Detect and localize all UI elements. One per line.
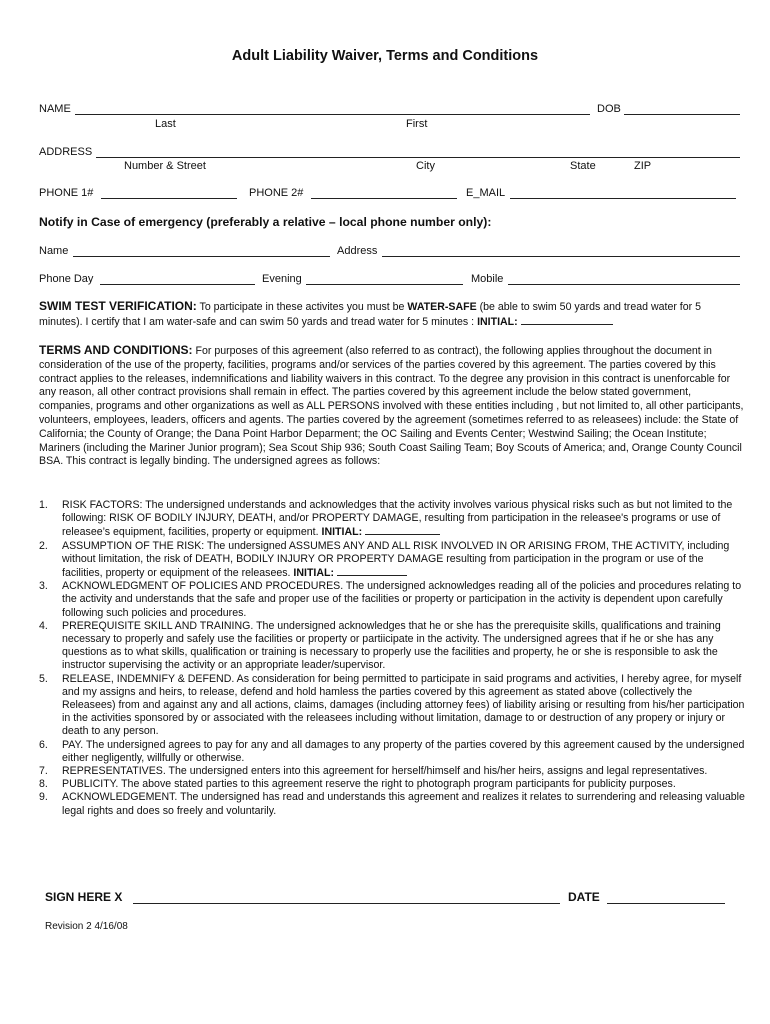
swim-test-text-1: To participate in these activites you must be [196,301,408,313]
dob-label: DOB [597,103,621,115]
item-number: 1. [39,499,48,511]
item-text: REPRESENTATIVES. The undersigned enters into this agreement for herself/himself and his/her heirs, assigns and legal representatives. [62,765,708,778]
emergency-heading: Notify in Case of emergency (preferably a relative – local phone number only): [39,215,492,229]
signature-field[interactable] [133,903,560,904]
item-number: 5. [39,672,48,685]
last-name-caption: Last [155,118,176,130]
zip-caption: ZIP [634,160,652,172]
phone1-label: PHONE 1# [39,187,94,199]
list-item [39,499,745,540]
emergency-address-label: Address [337,245,378,257]
terms-section [39,344,744,469]
swim-initial-label: INITIAL: [477,315,518,328]
item-number: 8. [39,778,48,791]
sign-here-label: SIGN HERE X [45,890,123,904]
mobile-field[interactable] [508,284,740,285]
terms-list [39,499,745,818]
list-item [39,765,745,778]
list-item [39,540,745,581]
water-safe-term: WATER-SAFE [407,301,477,313]
phone-day-field[interactable] [100,284,255,285]
date-label: DATE [568,890,600,904]
terms-heading: TERMS AND CONDITIONS: [39,343,193,357]
swim-test-section [39,300,744,330]
evening-field[interactable] [306,284,463,285]
item-initial-field[interactable] [365,525,440,535]
item-number: 4. [39,619,48,632]
street-caption: Number & Street [124,160,206,172]
terms-text: For purposes of this agreement (also referred to as contract), the following applies throughout the document in consideration of the use of the property, facilities, programs and/or services of the parties covered by this agreement. The parties covered by this contract applies to the releases, indemnifications and liability waivers in this contract. To the degree any provision in this contract is unenforcable for any reason, all other contract provisions shall remain in effect. The parties covered by this agreement include the below stated government, companies, programs and other organizations as well as ALL PERSONS involved with these entities including , but not limited to, all other participants, volunteers, employees, leaders, officers and agents. The parties covered by the agreement (sometimes referred to as releasees) include: the State of California; the County of Orange; the Dana Point Harbor Deparment; the OC Sailing and Events Center; Westwind Sailing; the Ocean Institute; Mariners (including the Mariner Junior program); Sea Scout Ship 936; South Coast Sailing Team; Boy Scouts of America; and, Orange County Council BSA. This contract is legally binding. The undersigned agrees as follows: [39,345,744,468]
date-field[interactable] [607,903,725,904]
item-text: PREREQUISITE SKILL AND TRAINING. The undersigned acknowledges that he or she has the prerequisite skills, qualifications and training necessary to properly and safely use the facilities or property or partiicipate in the activity. The undersigned agrees that if he or she has any questions as to what skills, qualification or training is necessary to properly use the facilities and property, he or she is responsible to ask the instructor supervising the activity or an appropriate leader/supervisor. [62,619,721,672]
page-title: Adult Liability Waiver, Terms and Conditions [231,48,539,64]
email-label: E_MAIL [466,187,506,199]
item-text: ASSUMPTION OF THE RISK: The undersigned ASSUMES ANY AND ALL RISK INVOLVED IN OR ARISING FROM, THE ACTIVITY, including without limitation, the risk of DEATH, BODILY INJURY OR PROPERTY DAMAGE resulting from participation in the program or use of the facilities, property or equipment of the releasees. [62,539,730,580]
item-text: PAY. The undersigned agrees to pay for any and all damages to any property of the parties covered by this agreement caused by the undersigned either negligently, willfully or otherwise. [62,738,745,764]
state-caption: State [570,160,596,172]
list-item [39,739,745,765]
phone-day-label: Phone Day [39,273,94,285]
name-label: NAME [39,103,71,115]
item-number: 7. [39,765,48,778]
item-number: 9. [39,791,48,804]
item-initial-field[interactable] [337,566,407,576]
email-field[interactable] [510,198,736,199]
item-text: PUBLICITY. The above stated parties to this agreement reserve the right to photograph program participants for publicity purposes. [62,778,676,791]
item-number: 3. [39,580,48,593]
item-initial-label: INITIAL: [293,567,335,580]
mobile-label: Mobile [471,273,504,285]
phone1-field[interactable] [101,198,237,199]
address-field[interactable] [96,157,740,158]
item-text: RISK FACTORS: The undersigned understands and acknowledges that the activity involves various physical risks such as but not limited to the following: RISK OF BODILY INJURY, DEATH, and/or PROPERTY DAMAGE, resulting from participation in the releasee's programs or use of releasee’s equipment, facilities, property or equipment. [62,499,733,539]
first-name-caption: First [406,118,428,130]
emergency-address-field[interactable] [382,256,740,257]
city-caption: City [416,160,435,172]
dob-field[interactable] [624,114,740,115]
address-label: ADDRESS [39,146,93,158]
list-item [39,580,745,620]
swim-test-heading: SWIM TEST VERIFICATION: [39,299,197,313]
item-text: RELEASE, INDEMNIFY & DEFEND. As consideration for being permitted to participate in said programs and activities, I hereby agree, for myself and my assigns and heirs, to release, defend and hold hamless the parties covered by this agreement as stated above (collectively the Releasees) from and against any and all actions, claims, damages (including attorney fees) of liability arising or resulting from his/her participation in the activities sponsored by or associated with the releasees including without limitation, damage to or destruction of any propery or injury or death to any person. [62,672,745,738]
item-text: ACKNOWLEDGMENT OF POLICIES AND PROCEDURES. The undersigned acknowledges reading all of the policies and procedures relating to the activity and understands that the safe and proper use of the facilities or property or participation in the activity is dependent upon carefully following such policies and procedures. [62,580,742,619]
swim-test-text-2: (be able to swim 50 yards and tread water for 5 minutes). I certify that I am water-safe and can swim 50 yards and tread water for 5 minutes : [39,301,702,328]
emergency-name-field[interactable] [73,256,330,257]
emergency-name-label: Name [39,245,69,257]
item-number: 2. [39,539,48,552]
evening-label: Evening [262,273,302,285]
phone2-label: PHONE 2# [249,187,304,199]
list-item [39,620,745,673]
item-text: ACKNOWLEDGEMENT. The undersigned has read and understands this agreement and realizes it relates to surrendering and releasing valuable legal rights and does so freely and voluntarily. [62,791,745,817]
list-item [39,778,745,791]
list-item [39,791,745,817]
item-number: 6. [39,738,48,751]
phone2-field[interactable] [311,198,457,199]
swim-initial-field[interactable] [521,315,613,325]
item-initial-label: INITIAL: [321,526,363,539]
name-field[interactable] [75,114,590,115]
list-item [39,673,745,739]
revision-note: Revision 2 4/16/08 [45,921,128,932]
